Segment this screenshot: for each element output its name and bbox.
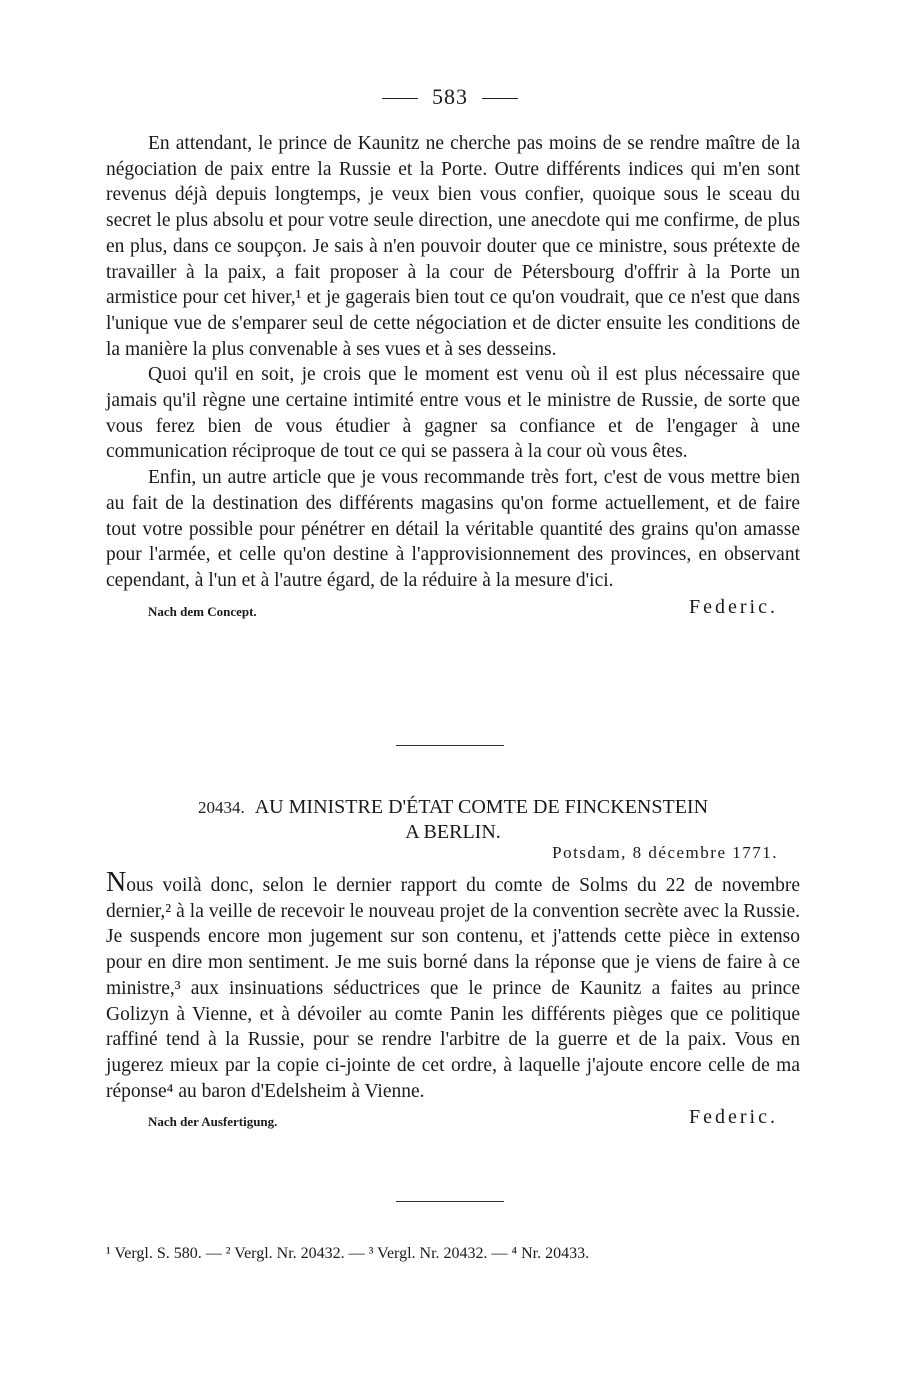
letter-text [106, 867, 800, 1104]
page-number-dash-right [482, 98, 518, 99]
footnotes: ¹ Vergl. S. 580. — ² Vergl. Nr. 20432. — ³ Vergl. Nr. 20432. — ⁴ Nr. 20433. [106, 1245, 590, 1262]
footnote-divider [396, 1201, 504, 1202]
signature: Federic. [689, 595, 778, 618]
letter-body [106, 867, 800, 1136]
letter-number: 20434. [197, 798, 245, 817]
closing-block [106, 596, 800, 626]
page-number-dash-left [382, 98, 418, 99]
closing-block-2 [106, 1106, 800, 1136]
source-note-2: Nach der Ausfertigung. [148, 1114, 278, 1130]
heading-line-2: A BERLIN. [405, 821, 501, 843]
place-date: Potsdam, 8 décembre 1771. [552, 843, 778, 862]
letter-continuation [106, 131, 800, 626]
addressee: AU MINISTRE D'ÉTAT COMTE DE FINCKENSTEIN [254, 796, 709, 818]
letter-heading [106, 795, 800, 845]
page-number: 583 [0, 84, 900, 110]
paragraph-1: En attendant, le prince de Kaunitz ne cherche pas moins de se rendre maître de la négociation de paix entre la Russie et la Porte. Outre différents indices qui m'en sont revenus déjà depuis longtemps, je veux bien vous confier, quoique sous le sceau du secret le plus absolu et pour votre seule direction, une anecdote qui me confirme, de plus en plus, dans ce soupçon. Je sais à n'en pouvoir douter que ce ministre, sous prétexte de travailler à la paix, a fait proposer à la cour de Pétersbourg d'offrir à la Porte un armistice pour cet hiver,¹ et je gagerais bien tout ce qu'on voudrait, que ce n'est que dans l'unique vue de s'emparer seul de cette négociation et de dicter ensuite les conditions de la manière la plus convenable à ses vues et à ses desseins. [106, 133, 800, 360]
signature-2: Federic. [689, 1106, 778, 1129]
drop-cap: N [106, 867, 127, 898]
paragraph-2: Quoi qu'il en soit, je crois que le moment est venu où il est plus nécessaire que jamais qu'il règne une certaine intimité entre vous et le ministre de Russie, de sorte que vous ferez bien de vous étudier à gagner sa confiance et de l'engager à une communication réciproque de tout ce qui se passera à la cour où vous êtes. [106, 364, 800, 463]
heading-line-1 [106, 795, 800, 820]
source-note: Nach dem Concept. [148, 603, 257, 619]
section-divider [396, 745, 504, 746]
paragraph-3: Enfin, un autre article que je vous recommande très fort, c'est de vous mettre bien au fait de la destination des différents magasins qu'on forme actuellement, et de faire tout votre possible pour pénétrer en détail la véritable quantité des grains qu'on amasse pour l'armée, et celle qu'on destine à l'approvisionnement des provinces, en observant cependant, à l'un et à l'autre égard, de la réduire à la mesure d'ici. [106, 467, 800, 591]
letter-text-body: ous voilà donc, selon le dernier rapport du comte de Solms du 22 de novembre dernier,² à la veille de recevoir le nouveau projet de la convention secrète avec la Russie. Je suspends encore mon jugement sur son contenu, et j'attends cette pièce in extenso pour en dire mon sentiment. Je me suis borné dans la réponse que je viens de faire à ce ministre,³ aux insinuations séductrices que le prince de Kaunitz a faites au prince Golizyn à Vienne, et à dévoiler au comte Panin les différents pièges que ce politique raffiné tend à la Russie, pour se rendre l'arbitre de la guerre et de la paix. Vous en jugerez mieux par la copie ci-jointe de cet ordre, à laquelle j'ajoute encore celle de ma réponse⁴ au baron d'Edelsheim à Vienne. [106, 875, 800, 1102]
